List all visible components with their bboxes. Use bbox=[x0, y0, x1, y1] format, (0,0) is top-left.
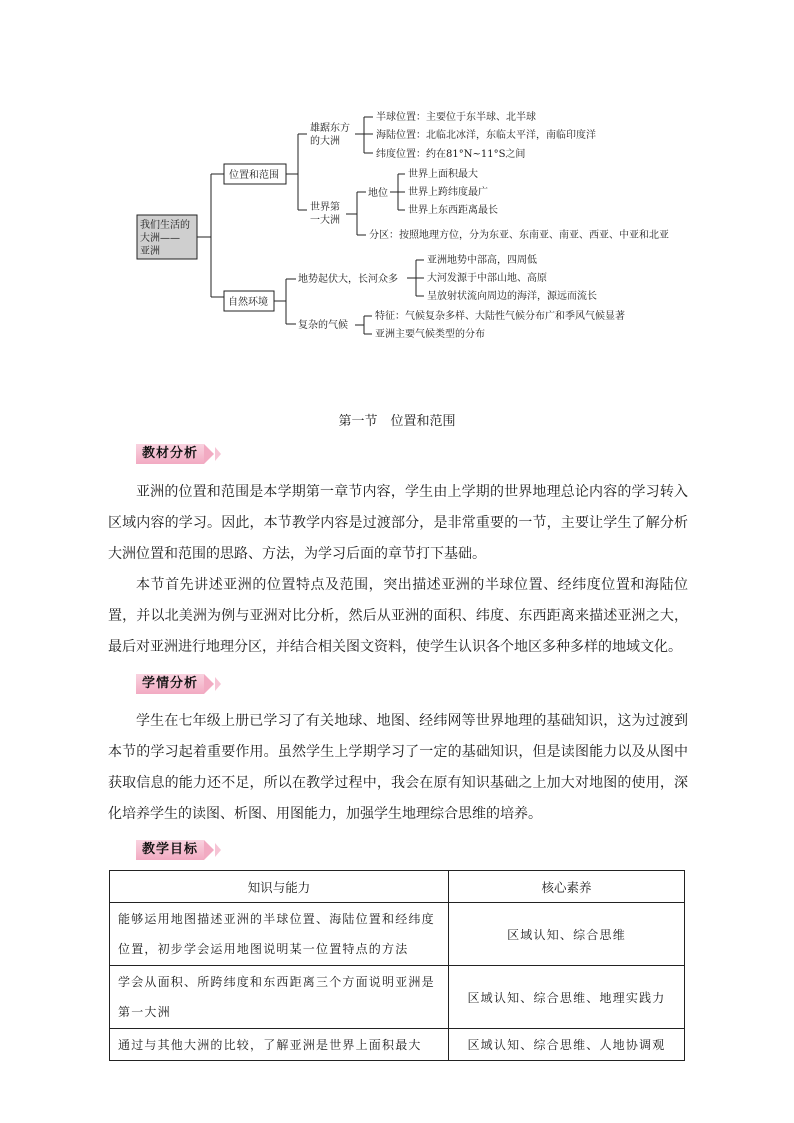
section-title: 第一节 位置和范围 bbox=[338, 414, 456, 429]
east-node-line-2: 的大洲 bbox=[310, 136, 340, 147]
heading-arrow-icon bbox=[204, 674, 214, 694]
east-item-sea-land: 海陆位置：北临北冰洋，东临太平洋，南临印度洋 bbox=[376, 130, 596, 141]
climate-item-features: 特征：气候复杂多样、大陆性气候分布广和季风气候显著 bbox=[375, 311, 625, 322]
heading-arrow-icon bbox=[215, 843, 221, 857]
textbook-analysis-paragraph-2: 本节首先讲述亚洲的位置特点及范围，突出描述亚洲的半球位置、经纬度位置和海陆位置，并以北美洲为例与亚洲对比分析，然后从亚洲的面积、纬度、东西距离来描述亚洲之大，最后对亚洲进行地理分区，并结合相关图文资料，使学生认识各个地区多种多样的地域文化。 bbox=[108, 577, 688, 655]
location-bracket bbox=[390, 174, 405, 210]
student-analysis-heading-label: 学情分析 bbox=[136, 674, 204, 694]
east-item-hemisphere: 半球位置：主要位于东半球、北半球 bbox=[376, 112, 536, 123]
terrain-item-relief: 亚洲地势中部高，四周低 bbox=[427, 255, 537, 266]
largest-node-line-2: 一大洲 bbox=[310, 215, 340, 226]
nature-bracket bbox=[274, 279, 296, 324]
table-row bbox=[110, 1029, 685, 1061]
heading-arrow-icon bbox=[215, 677, 221, 691]
heading-arrow-icon bbox=[204, 444, 214, 464]
root-node-line-1: 我们生活的 bbox=[140, 220, 190, 231]
largest-node-line-1: 世界第 bbox=[310, 202, 340, 213]
textbook-analysis-paragraph-1: 亚洲的位置和范围是本学期第一章节内容，学生由上学期的世界地理总论内容的学习转入区域内容的学习。因此，本节教学内容是过渡部分，是非常重要的一节，主要让学生了解分析大洲位置和范围的思路、方法，为学习后面的章节打下基础。 bbox=[108, 484, 688, 562]
location-item-area: 世界上面积最大 bbox=[408, 169, 478, 180]
table-row bbox=[110, 966, 685, 1029]
textbook-analysis-heading-label: 教材分析 bbox=[136, 444, 204, 464]
column-header-knowledge: 知识与能力 bbox=[110, 871, 449, 903]
literacy-cell: 区域认知、综合思维、人地协调观 bbox=[449, 1029, 685, 1061]
terrain-item-rivers-flow: 呈放射状流向周边的海洋，源远而流长 bbox=[427, 291, 597, 302]
division-item: 分区：按照地理方位，分为东亚、东南亚、南亚、西亚、中亚和北亚 bbox=[369, 230, 669, 241]
root-node-line-2: 大洲—— bbox=[140, 233, 180, 244]
heading-arrow-icon bbox=[204, 840, 214, 860]
terrain-node-label: 地势起伏大，长河众多 bbox=[298, 274, 398, 285]
east-node-line-1: 雄踞东方 bbox=[310, 123, 350, 134]
location-item-east-west: 世界上东西距离最长 bbox=[408, 205, 498, 216]
position-node-label: 位置和范围 bbox=[229, 170, 279, 181]
literacy-cell: 区域认知、综合思维 bbox=[449, 903, 685, 966]
climate-bracket bbox=[355, 316, 372, 334]
location-item-latitude-span: 世界上跨纬度最广 bbox=[408, 187, 488, 198]
teaching-goals-heading-label: 教学目标 bbox=[136, 840, 204, 860]
nature-node-label: 自然环境 bbox=[228, 297, 268, 308]
east-bracket bbox=[355, 117, 373, 153]
table-row bbox=[110, 903, 685, 966]
teaching-goals-table bbox=[109, 870, 685, 1061]
knowledge-cell: 学会从面积、所跨纬度和东西距离三个方面说明亚洲是第一大洲 bbox=[110, 966, 449, 1029]
root-node-line-3: 亚洲 bbox=[140, 246, 160, 257]
heading-arrow-icon bbox=[215, 447, 221, 461]
location-node-label: 地位 bbox=[368, 188, 388, 199]
textbook-analysis-heading bbox=[136, 444, 221, 464]
terrain-bracket bbox=[407, 260, 424, 296]
student-analysis-paragraph: 学生在七年级上册已学习了有关地球、地图、经纬网等世界地理的基础知识，这为过渡到本节的学习起着重要作用。虽然学生上学期学习了一定的基础知识，但是读图能力以及从图中获取信息的能力还不足，所以在教学过程中，我会在原有知识基础之上加大对地图的使用，深化培养学生的读图、析图、用图能力，加强学生地理综合思维的培养。 bbox=[108, 713, 688, 822]
concept-map bbox=[0, 0, 794, 370]
root-bracket bbox=[197, 174, 224, 297]
climate-node-label: 复杂的气候 bbox=[298, 320, 348, 331]
terrain-item-rivers-source: 大河发源于中部山地、高原 bbox=[427, 273, 547, 284]
knowledge-cell: 通过与其他大洲的比较，了解亚洲是世界上面积最大 bbox=[110, 1029, 449, 1061]
literacy-cell: 区域认知、综合思维、地理实践力 bbox=[449, 966, 685, 1029]
largest-bracket bbox=[346, 192, 366, 235]
knowledge-cell: 能够运用地图描述亚洲的半球位置、海陆位置和经纬度位置，初步学会运用地图说明某一位置特点的方法 bbox=[110, 903, 449, 966]
table-header-row bbox=[110, 871, 685, 903]
east-item-latitude: 纬度位置：约在81°N~11°S之间 bbox=[376, 149, 526, 160]
student-analysis-heading bbox=[136, 674, 221, 694]
column-header-literacy: 核心素养 bbox=[449, 871, 685, 903]
teaching-goals-heading bbox=[136, 840, 221, 860]
climate-item-distribution: 亚洲主要气候类型的分布 bbox=[375, 329, 485, 340]
position-bracket bbox=[286, 134, 307, 210]
